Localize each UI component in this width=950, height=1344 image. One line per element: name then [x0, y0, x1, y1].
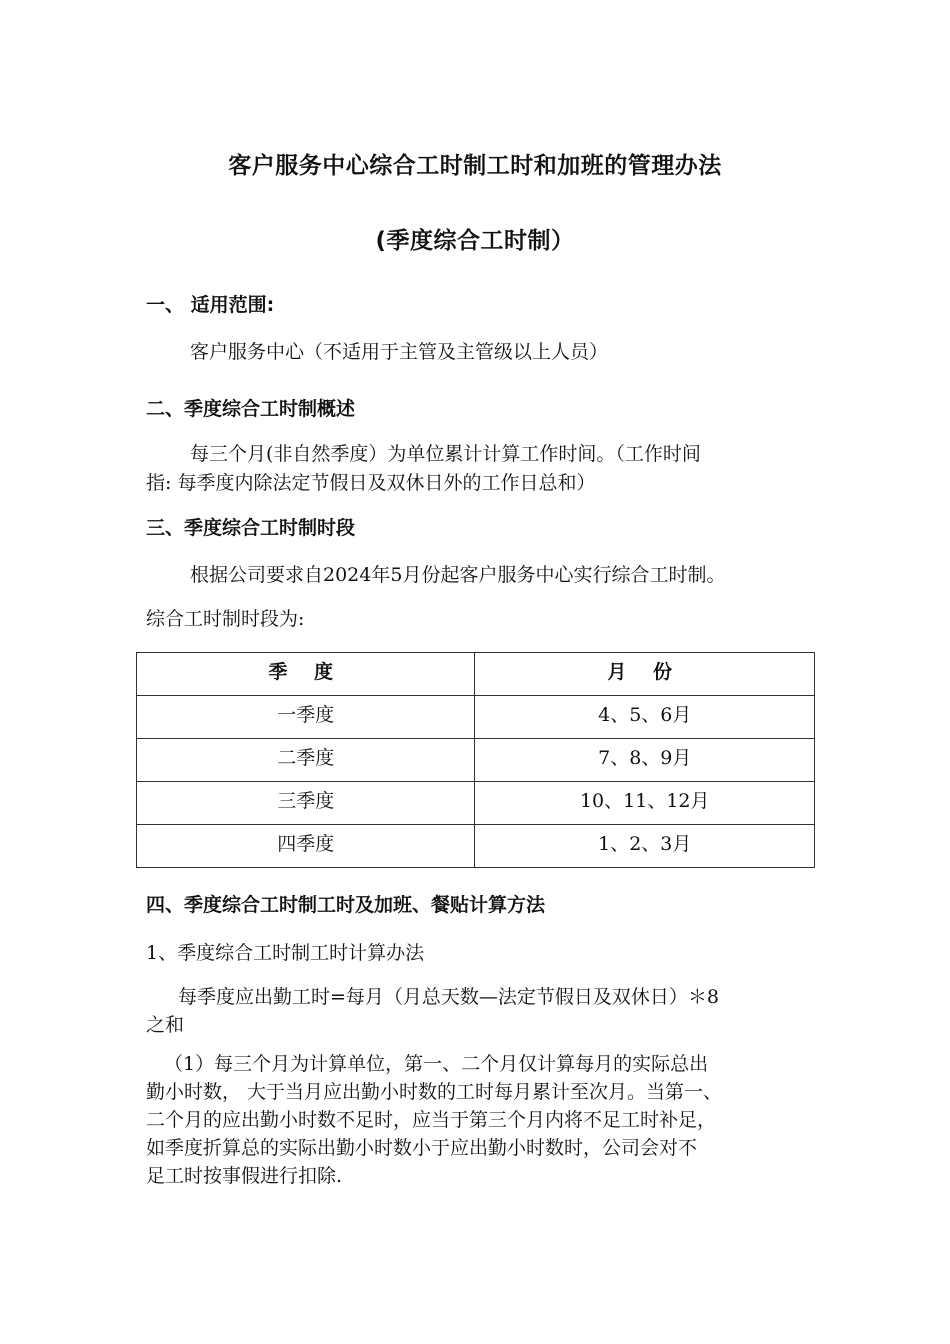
quarter-months-table	[136, 652, 815, 868]
section-4-paragraph-1-line-2: 勤小时数， 大于当月应出勤小时数的工时每月累计至次月。当第一、	[146, 1081, 723, 1103]
section-2-heading: 二、季度综合工时制概述	[146, 398, 356, 420]
section-1-heading: 一、 适用范围:	[146, 294, 275, 316]
table-cell-quarter: 一季度	[137, 696, 475, 739]
table-header-quarter	[137, 653, 475, 696]
table-row	[137, 739, 815, 782]
section-4-paragraph-1-line-1: （1）每三个月为计算单位，第一、二个月仅计算每月的实际总出	[164, 1053, 709, 1075]
section-2-body-line-1: 每三个月(非自然季度）为单位累计计算工作时间。（工作时间	[190, 443, 701, 465]
section-4-paragraph-1-line-4: 如季度折算总的实际出勤小时数小于应出勤小时数时，公司会对不	[146, 1137, 698, 1159]
table-header-months	[475, 653, 815, 696]
section-4-heading: 四、季度综合工时制工时及加班、餐贴计算方法	[146, 894, 546, 916]
table-cell-quarter: 三季度	[137, 782, 475, 825]
table-cell-months: 4、5、6月	[475, 696, 815, 739]
section-4-subheading-1: 1、季度综合工时制工时计算办法	[146, 942, 425, 964]
section-3-body-line-1: 根据公司要求自2024年5月份起客户服务中心实行综合工时制。	[190, 564, 726, 586]
table-cell-quarter: 二季度	[137, 739, 475, 782]
section-4-paragraph-1-line-5: 足工时按事假进行扣除.	[146, 1165, 343, 1187]
table-cell-months: 10、11、12月	[475, 782, 815, 825]
table-cell-months: 7、8、9月	[475, 739, 815, 782]
table-row	[137, 782, 815, 825]
header-months-label: 月 份	[607, 661, 683, 683]
section-4-formula-line-2: 之和	[146, 1014, 185, 1036]
table-row	[137, 825, 815, 868]
table-header-row	[137, 653, 815, 696]
section-2-body-line-2: 指: 每季度内除法定节假日及双休日外的工作日总和）	[146, 472, 596, 494]
section-4-formula-line-1: 每季度应出勤工时=每月（月总天数—法定节假日及双休日）＊8	[178, 986, 720, 1008]
table-cell-quarter: 四季度	[137, 825, 475, 868]
header-quarter-label: 季 度	[268, 661, 344, 683]
document-subtitle: (季度综合工时制）	[375, 228, 575, 254]
section-4-paragraph-1-line-3: 二个月的应出勤小时数不足时，应当于第三个月内将不足工时补足，	[146, 1109, 717, 1131]
document-title: 客户服务中心综合工时制工时和加班的管理办法	[228, 153, 722, 179]
table-row	[137, 696, 815, 739]
section-1-body: 客户服务中心（不适用于主管及主管级以上人员）	[190, 341, 609, 363]
section-3-body-line-2: 综合工时制时段为:	[146, 608, 305, 630]
section-3-heading: 三、季度综合工时制时段	[146, 517, 356, 539]
table-cell-months: 1、2、3月	[475, 825, 815, 868]
